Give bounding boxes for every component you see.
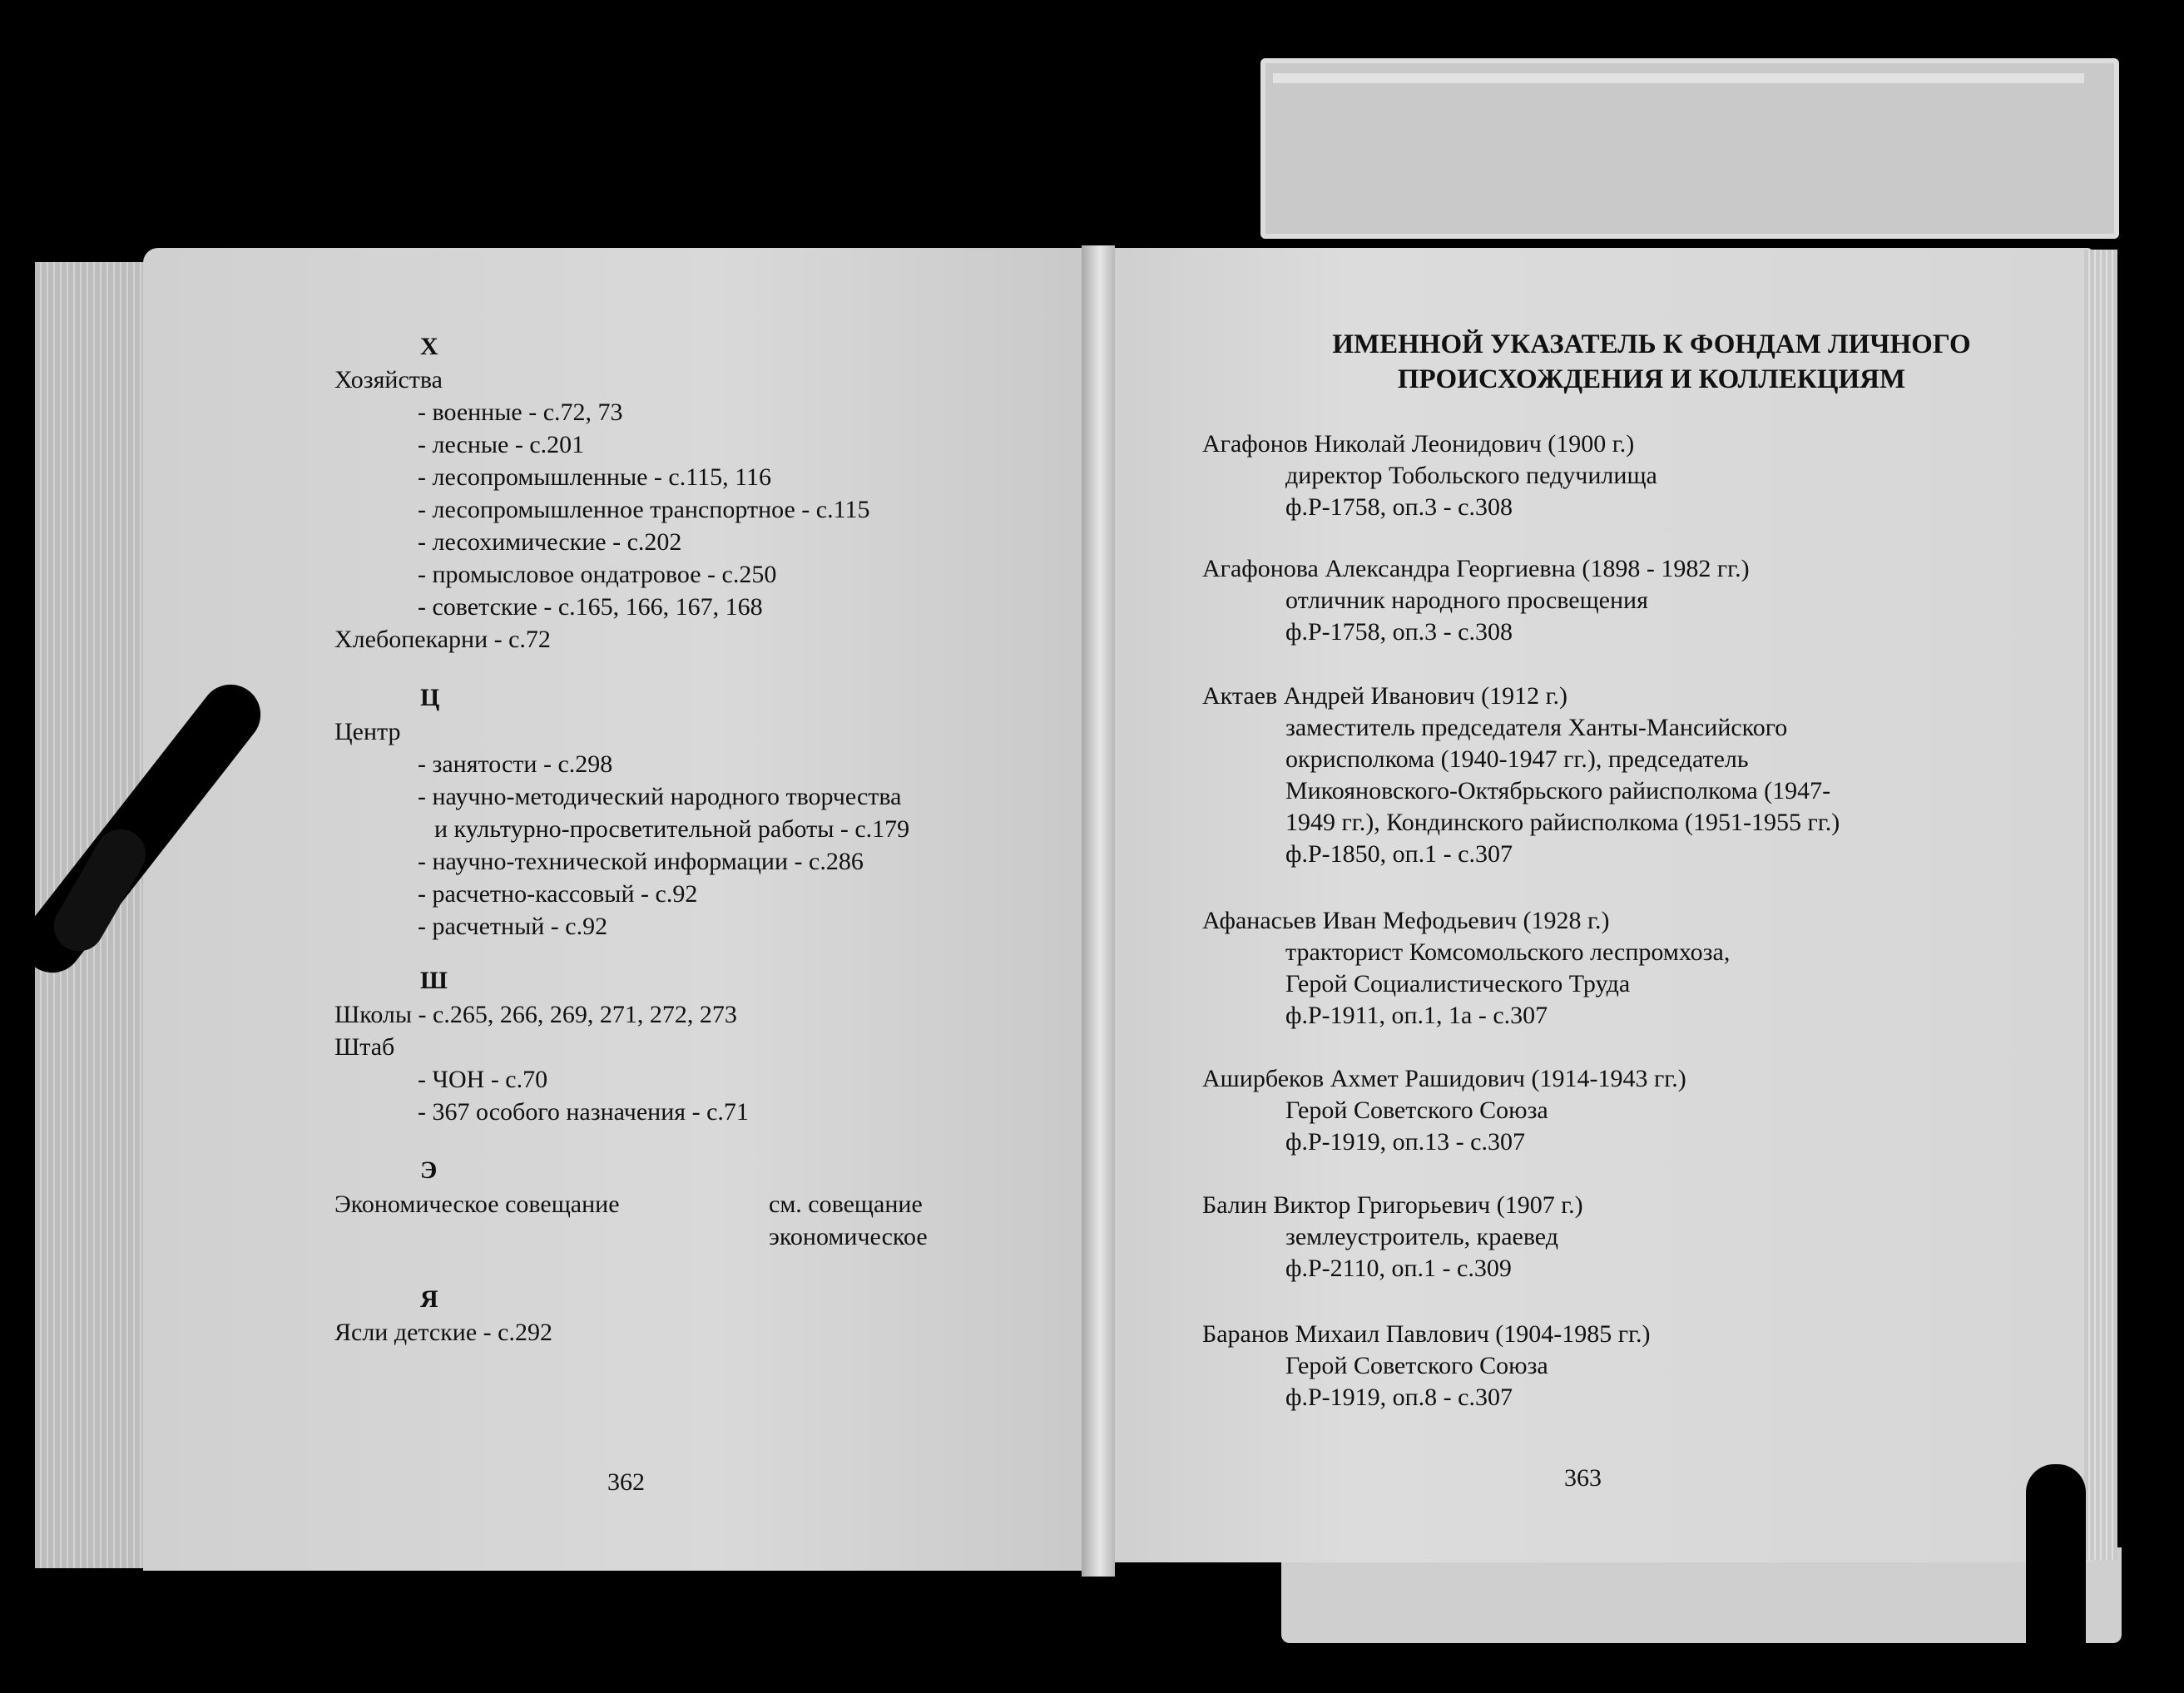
index-subentry: - лесные - с.201 [418, 431, 585, 458]
person-detail: окрисполкома (1940-1947 гг.), председатель [1285, 745, 1749, 773]
section-letter-e: Э [420, 1156, 438, 1184]
index-cross-reference: экономическое [769, 1223, 928, 1250]
index-entry: Хозяйства [334, 366, 443, 394]
person-detail: заместитель председателя Ханты-Мансийского [1285, 714, 1788, 741]
index-subentry: - 367 особого назначения - с.71 [418, 1098, 749, 1126]
index-entry: Ясли детские - с.292 [334, 1319, 552, 1346]
book-cover-edge [1273, 73, 2084, 83]
section-letter-kh: Х [420, 333, 438, 360]
section-letter-ya: Я [420, 1285, 438, 1313]
person-name: Афанасьев Иван Мефодьевич (1928 г.) [1202, 907, 1610, 934]
person-entry [1202, 553, 1750, 648]
index-subentry: - лесопромышленные - с.115, 116 [418, 463, 772, 491]
index-heading-line: ПРОИСХОЖДЕНИЯ И КОЛЛЕКЦИЯМ [1397, 364, 1906, 394]
person-detail: отличник народного просвещения [1285, 587, 1648, 614]
page-number-right: 363 [1564, 1464, 1602, 1492]
person-name: Баранов Михаил Павлович (1904-1985 гг.) [1202, 1320, 1651, 1348]
index-subentry: и культурно-просветительной работы - с.179 [434, 815, 910, 843]
index-cross-reference: см. совещание [769, 1191, 923, 1218]
section-letter-sh: Ш [420, 967, 448, 994]
index-subentry: - лесопромышленное транспортное - с.115 [418, 496, 870, 523]
index-heading-line: ИМЕННОЙ УКАЗАТЕЛЬ К ФОНДАМ ЛИЧНОГО [1332, 329, 1971, 359]
person-name: Балин Виктор Григорьевич (1907 г.) [1202, 1191, 1583, 1219]
person-name: Актаев Андрей Иванович (1912 г.) [1202, 682, 1567, 710]
index-subentry: - расчетно-кассовый - с.92 [418, 880, 698, 908]
person-detail: 1949 гг.), Кондинского райисполкома (1951-1955 гг.) [1285, 809, 1840, 836]
index-entry: Штаб [334, 1033, 395, 1061]
person-detail: Герой Советского Союза [1285, 1096, 1548, 1124]
person-detail: Герой Социалистического Труда [1285, 970, 1631, 997]
index-subentry: - лесохимические - с.202 [418, 528, 682, 556]
index-subentry: - военные - с.72, 73 [418, 398, 623, 426]
page-number-left: 362 [607, 1468, 645, 1496]
right-page-stack [2084, 250, 2117, 1560]
person-detail: Микояновского-Октябрьского райисполкома (1947- [1285, 777, 1831, 804]
person-fond: ф.Р-1911, оп.1, 1а - с.307 [1285, 1002, 1548, 1029]
book-gutter [1082, 245, 1115, 1577]
person-entry [1202, 681, 1840, 870]
index-subentry: - промысловое ондатровое - с.250 [418, 561, 777, 588]
index-subentry: - ЧОН - с.70 [418, 1066, 548, 1093]
book-cover-top [1260, 58, 2119, 239]
person-fond: ф.Р-1758, оп.3 - с.308 [1285, 618, 1513, 646]
person-fond: ф.Р-1850, оп.1 - с.307 [1285, 840, 1513, 868]
index-subentry: - занятости - с.298 [418, 750, 613, 778]
bookmark-ribbon-right [2026, 1464, 2086, 1693]
person-fond: ф.Р-1919, оп.13 - с.307 [1285, 1128, 1525, 1156]
person-entry [1202, 1319, 1650, 1413]
index-subentry: - расчетный - с.92 [418, 913, 608, 940]
person-name: Агафонова Александра Георгиевна (1898 - 1982 гг.) [1202, 555, 1750, 582]
index-entry: Школы - с.265, 266, 269, 271, 272, 273 [334, 1001, 737, 1028]
person-entry [1202, 1063, 1686, 1158]
section-letter-ts: Ц [420, 684, 440, 711]
person-name: Агафонов Николай Леонидович (1900 г.) [1202, 430, 1635, 458]
index-subentry: - советские - с.165, 166, 167, 168 [418, 593, 763, 621]
person-detail: Герой Советского Союза [1285, 1352, 1548, 1379]
person-detail: тракторист Комсомольского леспромхоза, [1285, 938, 1731, 966]
person-entry [1202, 428, 1657, 523]
person-entry [1202, 905, 1730, 1032]
person-fond: ф.Р-1758, оп.3 - с.308 [1285, 493, 1513, 521]
person-entry [1202, 1190, 1583, 1285]
person-name: Аширбеков Ахмет Рашидович (1914-1943 гг.) [1202, 1065, 1686, 1092]
person-fond: ф.Р-1919, оп.8 - с.307 [1285, 1384, 1513, 1411]
index-subentry: - научно-технической информации - с.286 [418, 848, 864, 875]
index-entry: Экономическое совещание [334, 1191, 620, 1218]
person-detail: землеустроитель, краевед [1285, 1223, 1558, 1250]
person-detail: директор Тобольского педучилища [1285, 462, 1657, 489]
person-fond: ф.Р-2110, оп.1 - с.309 [1285, 1255, 1512, 1282]
index-entry: Хлебопекарни - с.72 [334, 626, 551, 653]
index-entry: Центр [334, 718, 401, 745]
index-subentry: - научно-методический народного творчества [418, 783, 902, 810]
index-heading [1123, 327, 2180, 397]
